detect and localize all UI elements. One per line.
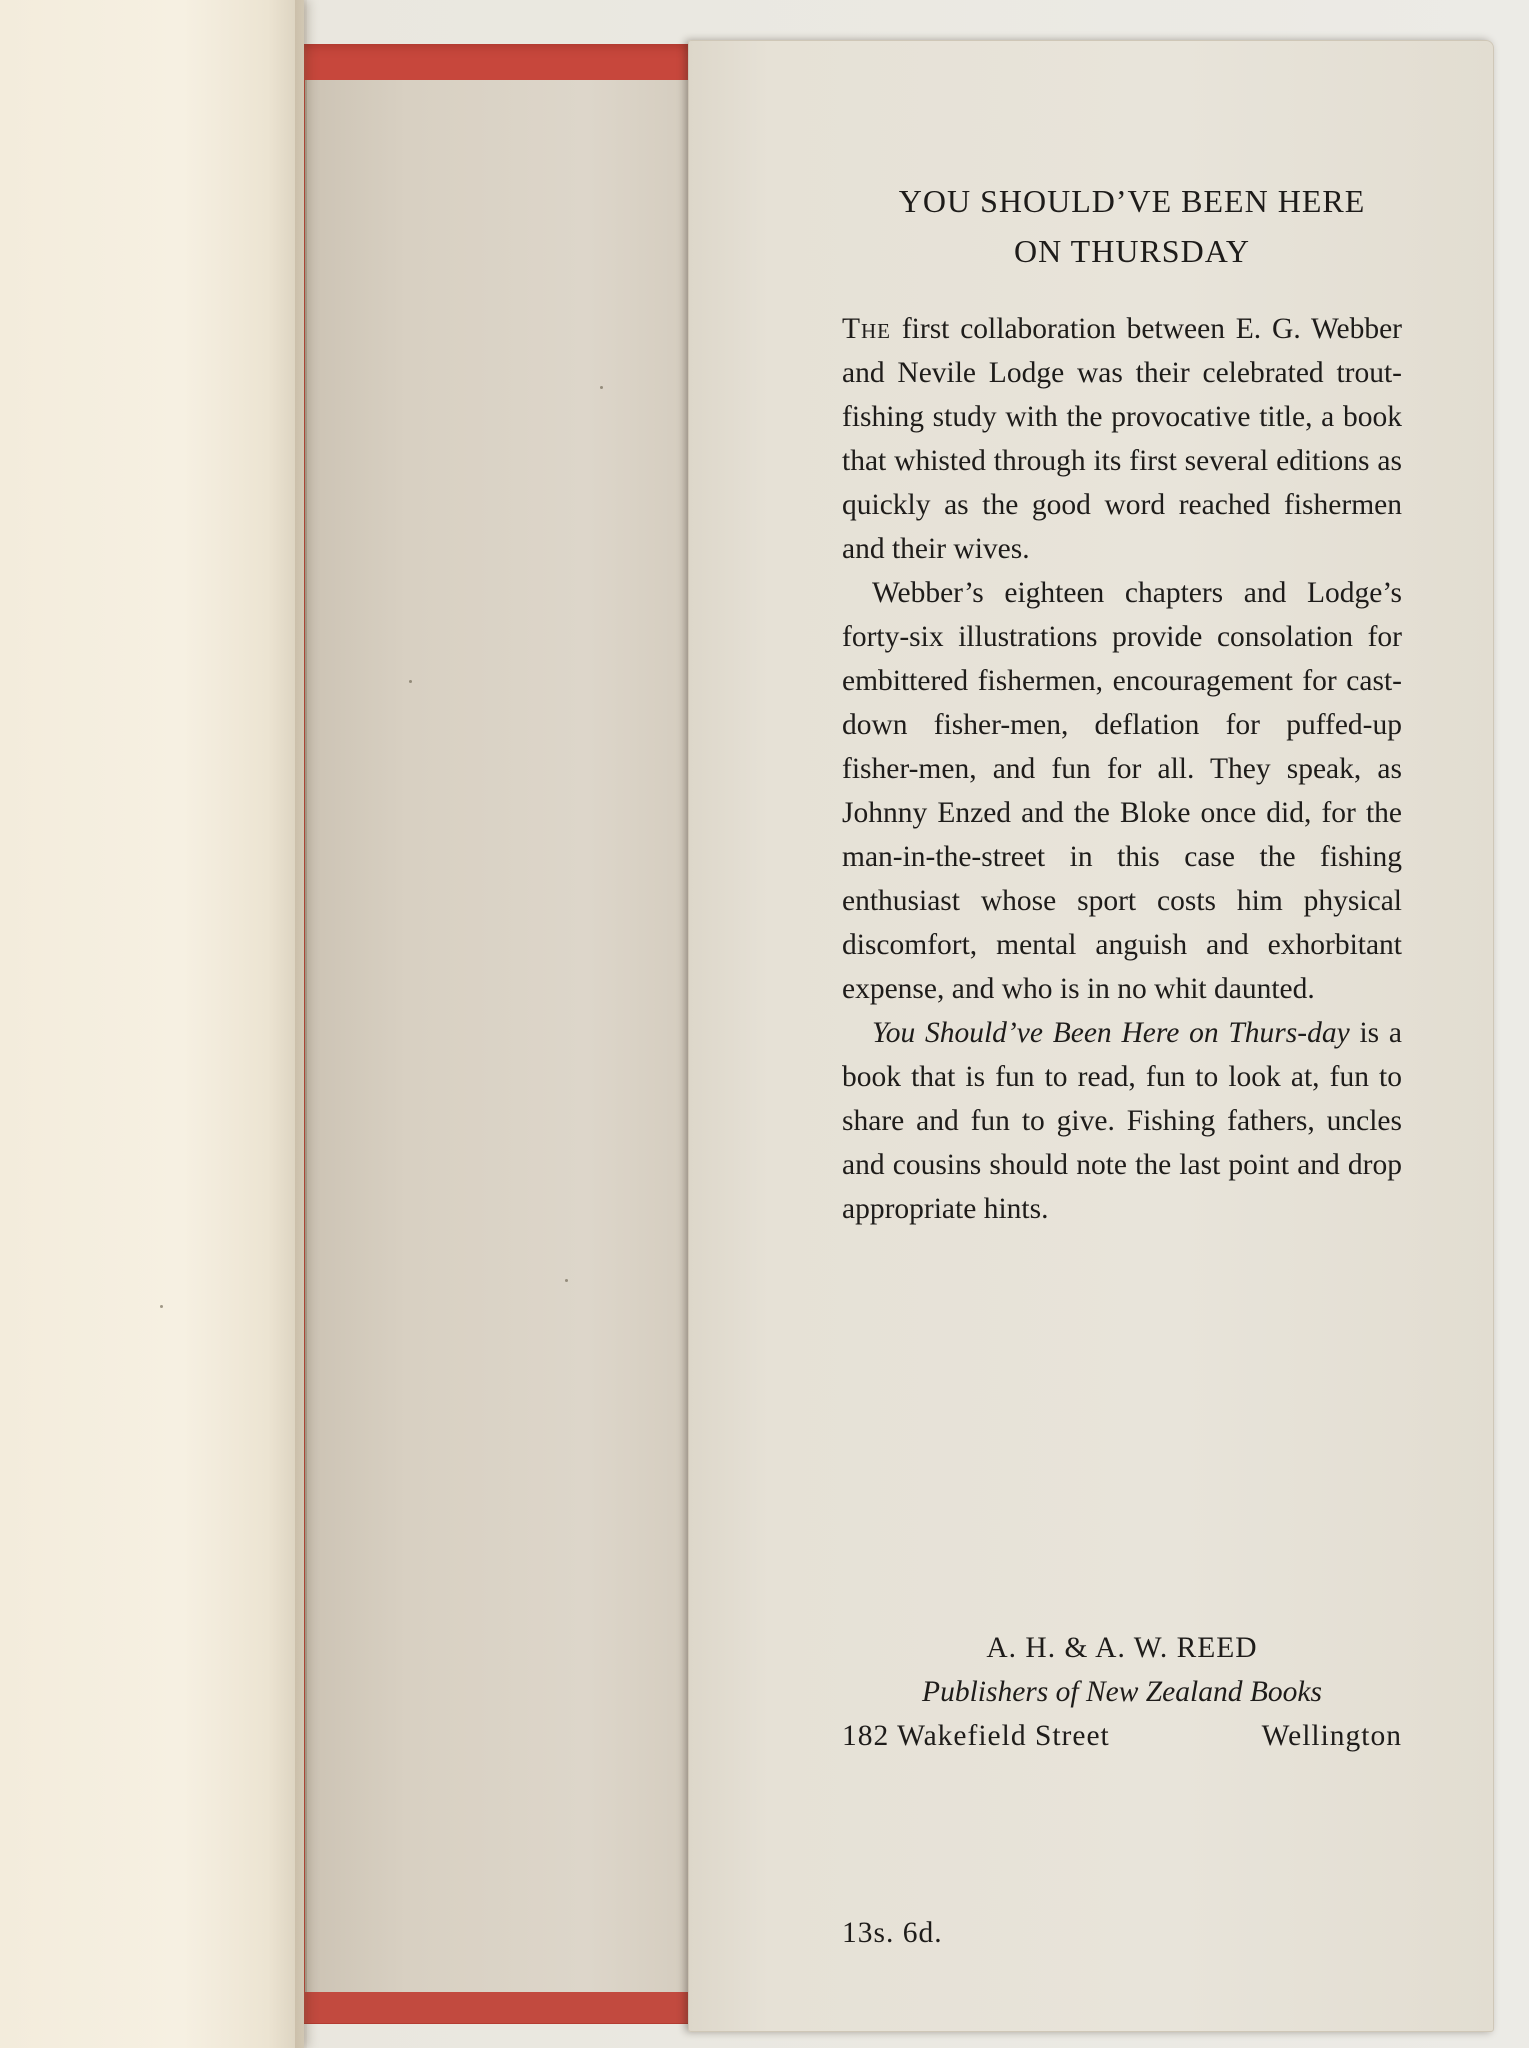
speck [565,1279,568,1282]
blurb-paragraph-3 [842,1011,1402,1231]
book-title-italic: You Should’ve Been Here on Thurs-day [872,1017,1350,1049]
speck [409,680,412,683]
blurb-paragraph-1-text: first collaboration between E. G. Webber and Nevile Lodge was their celebrated trout-fishing study with the provocative title, a book that whisted through its first several editions as quickly as the good word reached fishermen and their wives. [842,313,1402,565]
flap-blurb [842,307,1402,1231]
left-page [0,0,304,2048]
publisher-tagline: Publishers of New Zealand Books [922,1676,1322,1708]
speck [160,1305,163,1308]
dust-jacket-flap [688,40,1494,2032]
blurb-paragraph-1 [842,307,1402,571]
endpaper [305,80,707,1992]
flap-title [842,176,1422,276]
publisher-imprint [842,1626,1402,1758]
publisher-address [842,1714,1402,1758]
publisher-city: Wellington [1261,1720,1402,1752]
blurb-lead-word: The [842,313,892,345]
blurb-paragraph-2: Webber’s eighteen chapters and Lodge’s forty-six illustrations provide consolation for embittered fishermen, encouragement for cast-down fisher-men, deflation for puffed-up fisher-men, and fun for all. They speak, as Johnny Enzed and the Bloke once did, for the man-in-the-street in this case the fishing enthusiast whose sport costs him physical discomfort, mental anguish and exhorbitant expense, and who is in no whit daunted. [842,577,1402,1005]
flap-title-line-1: YOU SHOULD’VE BEEN HERE [898,183,1366,219]
price-label: 13s. 6d. [842,1917,943,1949]
publisher-street: 182 Wakefield Street [842,1720,1110,1752]
flap-title-line-2: ON THURSDAY [1014,233,1250,269]
page-gutter-shadow [295,0,307,2048]
speck [600,386,603,389]
publisher-name: A. H. & A. W. REED [986,1632,1258,1664]
blurb-paragraph-3-text: is a book that is fun to read, fun to look at, fun to share and fun to give. Fishing fathers, uncles and cousins should note the last point and drop appropriate hints. [842,1017,1402,1225]
